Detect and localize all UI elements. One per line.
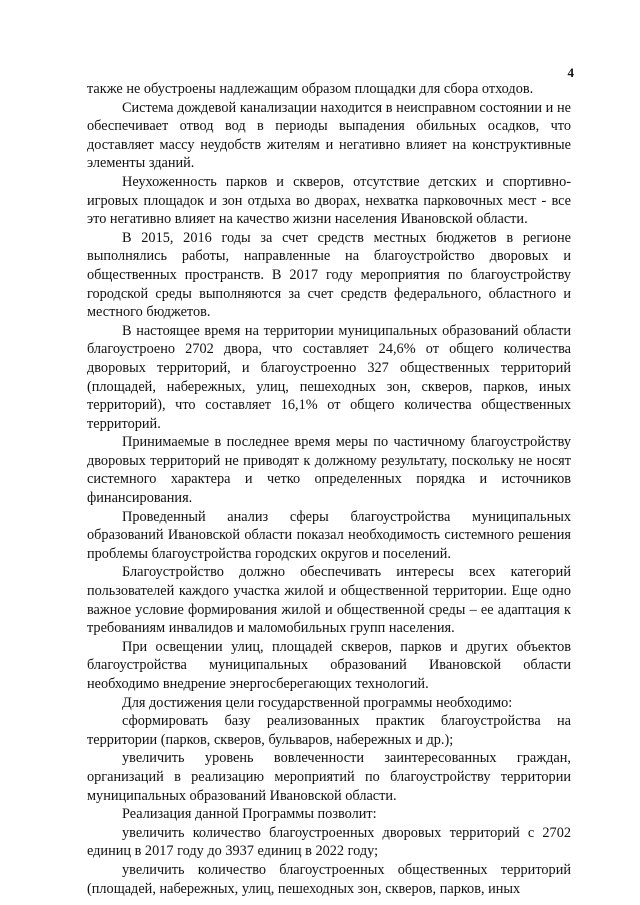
page-number: 4 bbox=[567, 65, 574, 80]
paragraph-outcome-yards: увеличить количество благоустроенных дворовых территорий с 2702 единиц в 2017 году до 3937 единиц в 2022 году; bbox=[87, 824, 571, 860]
paragraph-continuation: также не обустроены надлежащим образом площадки для сбора отходов. bbox=[87, 81, 534, 97]
paragraph-budgets: В 2015, 2016 годы за счет средств местных бюджетов в регионе выполнялись работы, направленные на благоустройство дворовых и общественных пространств. В 2017 году мероприятия по благоустройству городской среды выполняются за счет средств федерального, областного и местного бюджетов. bbox=[87, 229, 571, 321]
paragraph-lighting: При освещении улиц, площадей скверов, парков и других объектов благоустройства муниципальных образований Ивановской области необходимо внедрение энергосберегающих технологий. bbox=[87, 638, 571, 692]
paragraph-outcome-public: увеличить количество благоустроенных общественных территорий (площадей, набережных, улиц, пешеходных зон, скверов, парков, иных bbox=[87, 861, 571, 897]
paragraph-interests: Благоустройство должно обеспечивать интересы всех категорий пользователей каждого участка жилой и общественной территории. Еще одно важное условие формирования жилой и общественной среды – ее адаптация к требованиям инвалидов и маломобильных групп населения. bbox=[87, 564, 571, 637]
paragraph-measures: Принимаемые в последнее время меры по частичному благоустройству дворовых территорий не приводят к должному результату, поскольку не носят системного характера и четко определенных порядка и источников финансирования. bbox=[87, 434, 571, 507]
paragraph-outcomes-intro: Реализация данной Программы позволит: bbox=[122, 806, 377, 823]
document-body bbox=[87, 80, 571, 898]
paragraph-goal-practices: сформировать базу реализованных практик благоустройства на территории (парков, скверов, бульваров, набережных и др.); bbox=[87, 713, 571, 748]
paragraph-statistics: В настоящее время на территории муниципальных образований области благоустроено 2702 двора, что составляет 24,6% от общего количества дворовых территорий, и благоустроенно 327 общественных территорий (площадей, набережных, улиц, пешеходных зон, скверов, парков, иных территорий), что составляет 16,1% от общего количества общественных территорий. bbox=[87, 322, 571, 432]
paragraph-goal-engagement: увеличить уровень вовлеченности заинтересованных граждан, организаций в реализацию мероприятий по благоустройству территории муниципальных образований Ивановской области. bbox=[87, 750, 571, 804]
paragraph-goals-intro: Для достижения цели государственной программы необходимо: bbox=[122, 694, 513, 711]
paragraph-analysis: Проведенный анализ сферы благоустройства муниципальных образований Ивановской области показал необходимость системного решения проблемы благоустройства городских округов и поселений. bbox=[87, 508, 571, 562]
paragraph-drainage: Система дождевой канализации находится в неисправном состоянии и не обеспечивает отвод вод в периоды выпадения обильных осадков, что доставляет массу неудобств жителям и негативно влияет на конструктивные элементы зданий. bbox=[87, 99, 571, 172]
paragraph-parks: Неухоженность парков и скверов, отсутствие детских и спортивно-игровых площадок и зон отдыха во дворах, нехватка парковочных мест - все это негативно влияет на качество жизни населения Ивановской области. bbox=[87, 173, 571, 228]
